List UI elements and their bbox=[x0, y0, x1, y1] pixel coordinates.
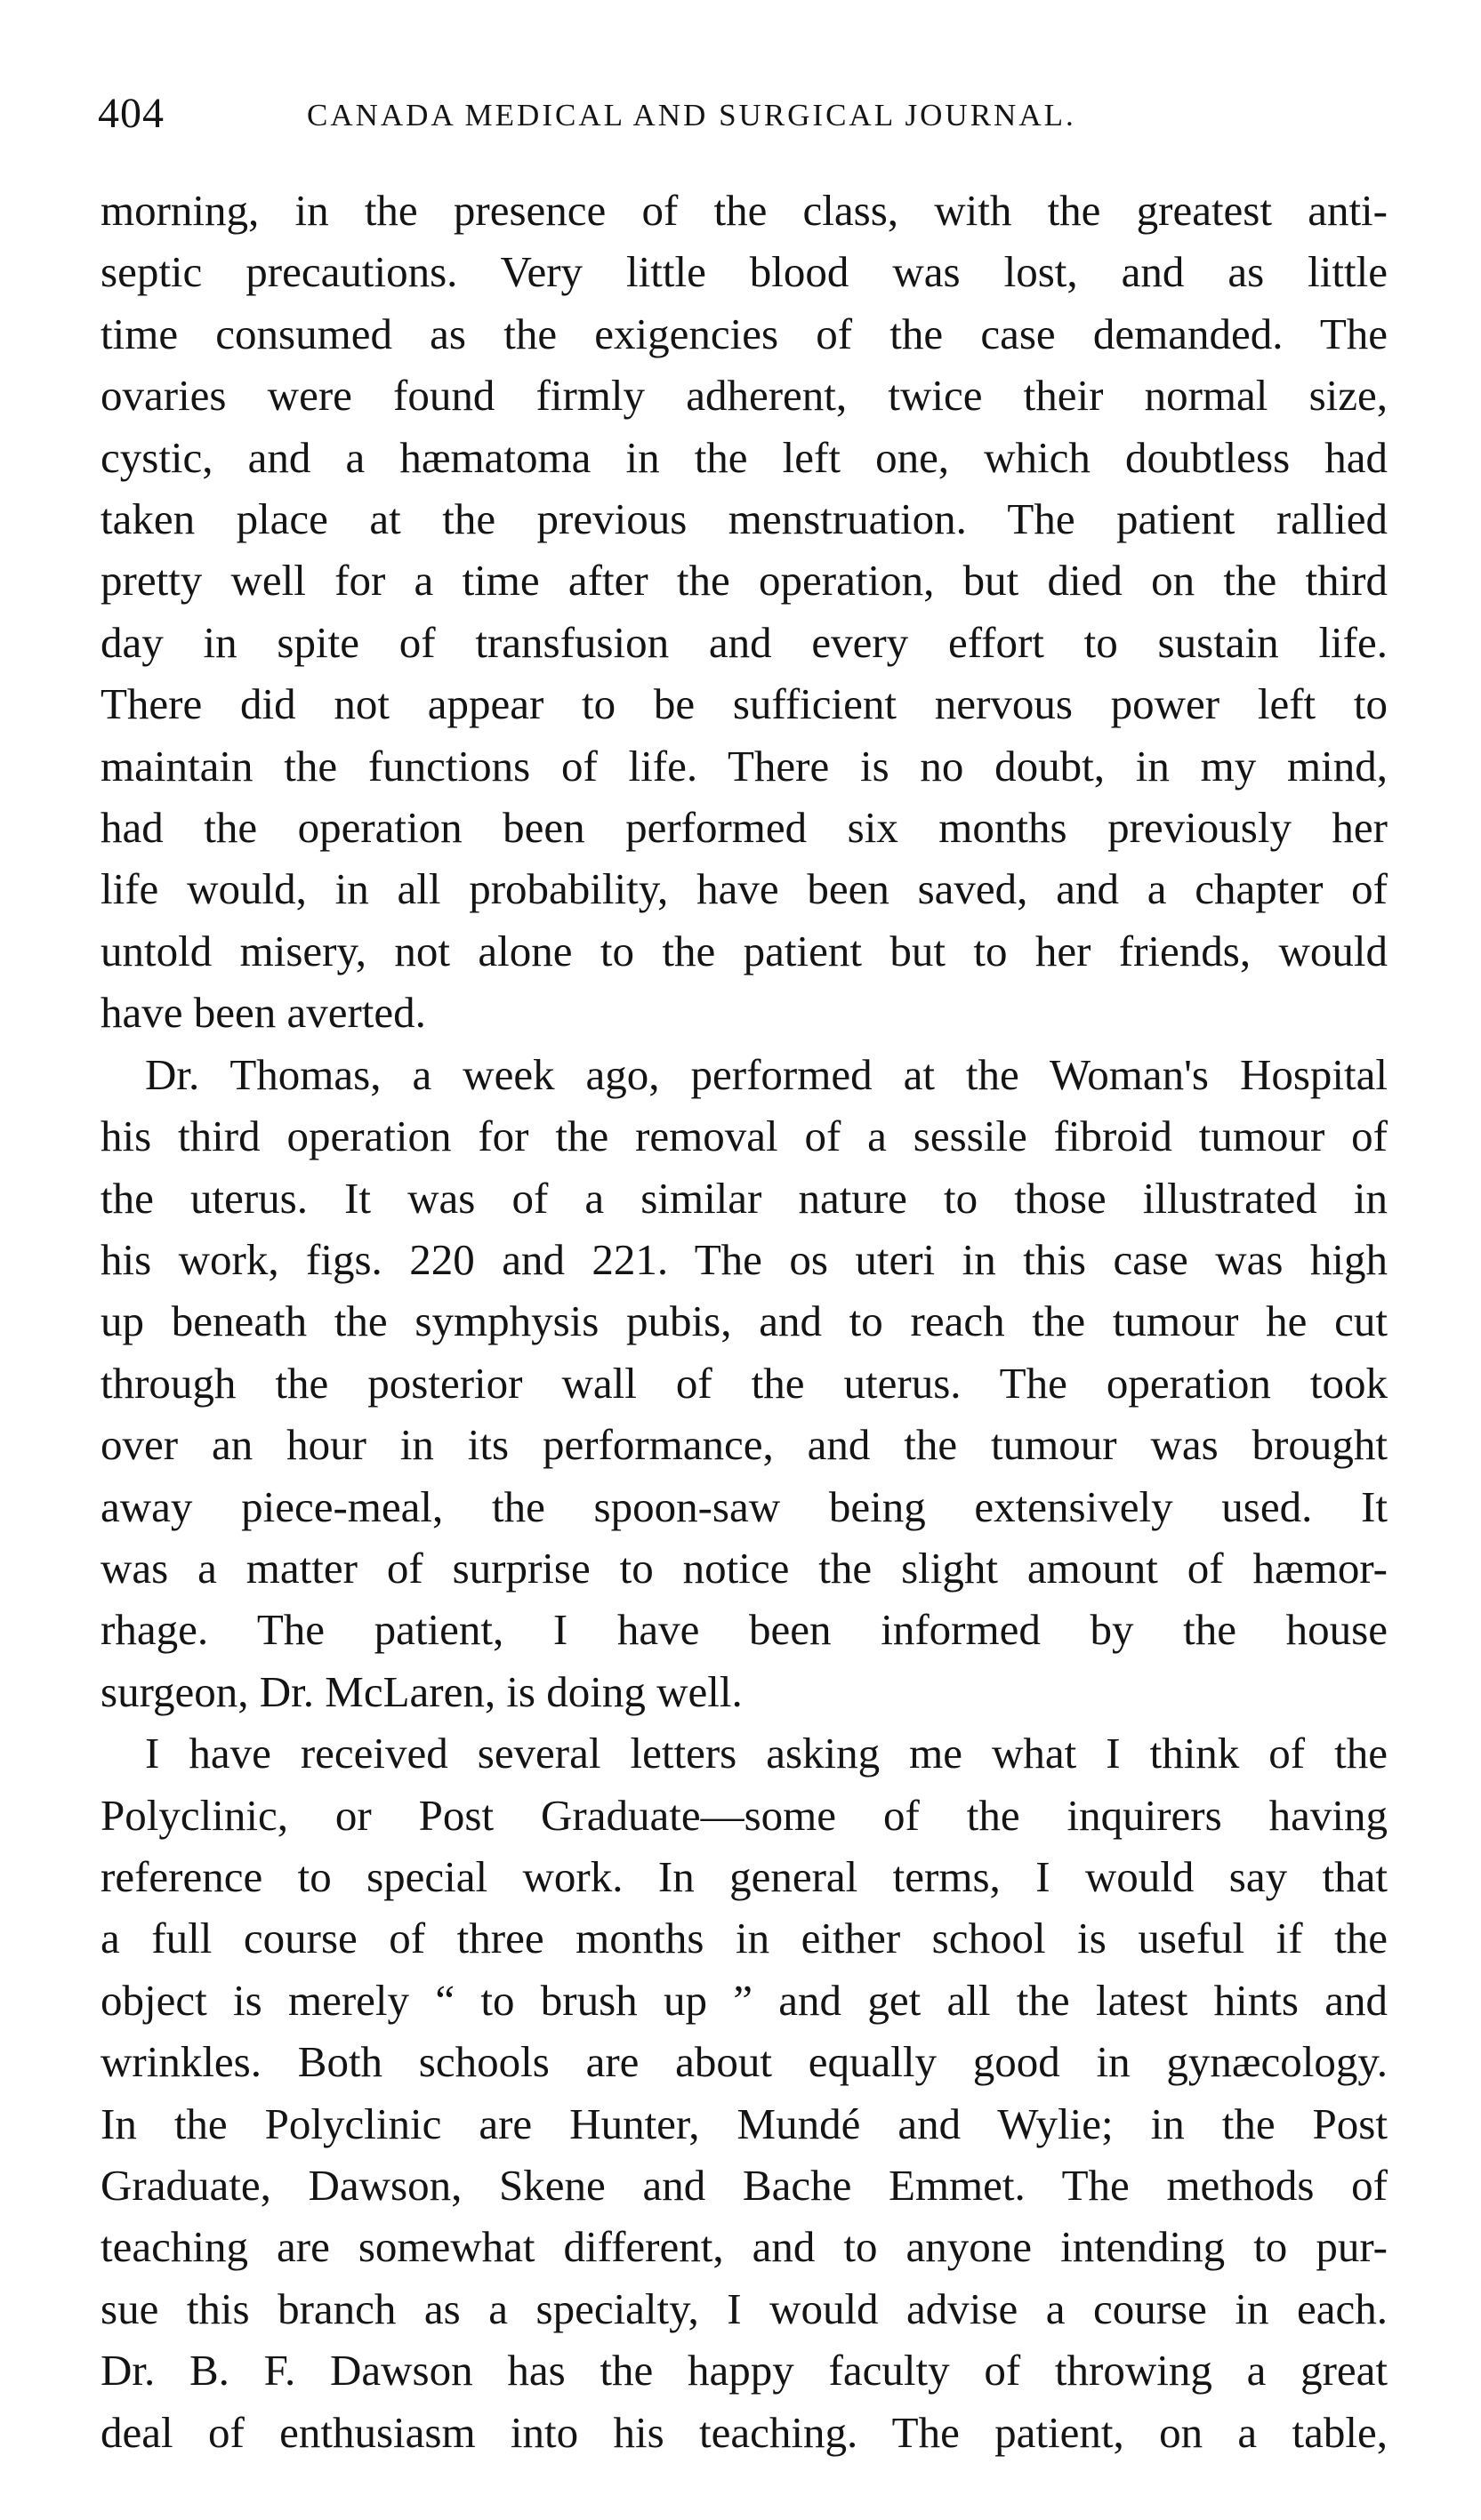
text-line: his third operation for the removal of a sessile fibroid tumour of bbox=[101, 1112, 1388, 1161]
text-line: deal of enthusiasm into his teaching. The patient, on a table, bbox=[101, 2407, 1388, 2457]
text-line: day in spite of transfusion and every effort to sustain life. bbox=[101, 617, 1388, 667]
text-line: time consumed as the exigencies of the case demanded. The bbox=[101, 309, 1388, 358]
text-line: had the operation been performed six months previously her bbox=[101, 803, 1388, 853]
text-line: up beneath the symphysis pubis, and to reach the tumour he cut bbox=[101, 1296, 1388, 1346]
paragraph bbox=[101, 1722, 1388, 2463]
text-line: object is merely “ to brush up ” and get all the latest hints and bbox=[101, 1975, 1388, 2025]
paragraph bbox=[101, 1044, 1388, 1722]
text-line: taken place at the previous menstruation. The patient rallied bbox=[101, 494, 1388, 544]
text-line: maintain the functions of life. There is no doubt, in my mind, bbox=[101, 741, 1388, 791]
text-line: teaching are somewhat different, and to anyone intending to pur- bbox=[101, 2222, 1388, 2272]
text-line: Graduate, Dawson, Skene and Bache Emmet. The methods of bbox=[101, 2161, 1388, 2210]
text-line: a full course of three months in either school is useful if the bbox=[101, 1914, 1388, 1963]
text-line: There did not appear to be sufficient nervous power left to bbox=[101, 679, 1388, 729]
text-line: was a matter of surprise to notice the slight amount of hæmor- bbox=[101, 1543, 1388, 1593]
text-line: rhage. The patient, I have been informed by the house bbox=[101, 1605, 1388, 1655]
text-line: wrinkles. Both schools are about equally good in gynæcology. bbox=[101, 2037, 1388, 2087]
text-line: I have received several letters asking me what I think of the bbox=[145, 1729, 1388, 1778]
text-line: morning, in the presence of the class, with the greatest anti- bbox=[101, 186, 1388, 235]
text-line: the uterus. It was of a similar nature to those illustrated in bbox=[101, 1173, 1388, 1223]
text-line: his work, figs. 220 and 221. The os uteri in this case was high bbox=[101, 1234, 1388, 1284]
text-line: Dr. Thomas, a week ago, performed at the Woman's Hospital bbox=[145, 1049, 1388, 1099]
text-line: In the Polyclinic are Hunter, Mundé and Wylie; in the Post bbox=[101, 2099, 1388, 2148]
text-line: Dr. B. F. Dawson has the happy faculty of throwing a great bbox=[101, 2346, 1388, 2396]
text-line: pretty well for a time after the operation, but died on the third bbox=[101, 556, 1388, 606]
journal-title: CANADA MEDICAL AND SURGICAL JOURNAL. bbox=[307, 98, 1076, 132]
running-head bbox=[98, 87, 1388, 140]
text-line: have been averted. bbox=[101, 988, 426, 1038]
body-text bbox=[101, 180, 1388, 2463]
text-line: septic precautions. Very little blood was lost, and as little bbox=[101, 247, 1388, 297]
text-line: away piece-meal, the spoon-saw being extensively used. It bbox=[101, 1481, 1388, 1531]
text-line: sue this branch as a specialty, I would advise a course in each. bbox=[101, 2283, 1388, 2333]
text-line: through the posterior wall of the uterus. The operation took bbox=[101, 1358, 1388, 1408]
text-line: surgeon, Dr. McLaren, is doing well. bbox=[101, 1666, 743, 1716]
text-line: cystic, and a hæmatoma in the left one, which doubtless had bbox=[101, 432, 1388, 482]
page-number: 404 bbox=[98, 90, 165, 137]
text-line: reference to special work. In general terms, I would say that bbox=[101, 1851, 1388, 1901]
paragraph bbox=[101, 180, 1388, 1044]
text-line: over an hour in its performance, and the tumour was brought bbox=[101, 1420, 1388, 1470]
text-line: ovaries were found firmly adherent, twice their normal size, bbox=[101, 371, 1388, 421]
text-line: life would, in all probability, have been saved, and a chapter of bbox=[101, 864, 1388, 914]
text-line: untold misery, not alone to the patient but to her friends, would bbox=[101, 926, 1388, 975]
text-line: Polyclinic, or Post Graduate—some of the inquirers having bbox=[101, 1790, 1388, 1840]
